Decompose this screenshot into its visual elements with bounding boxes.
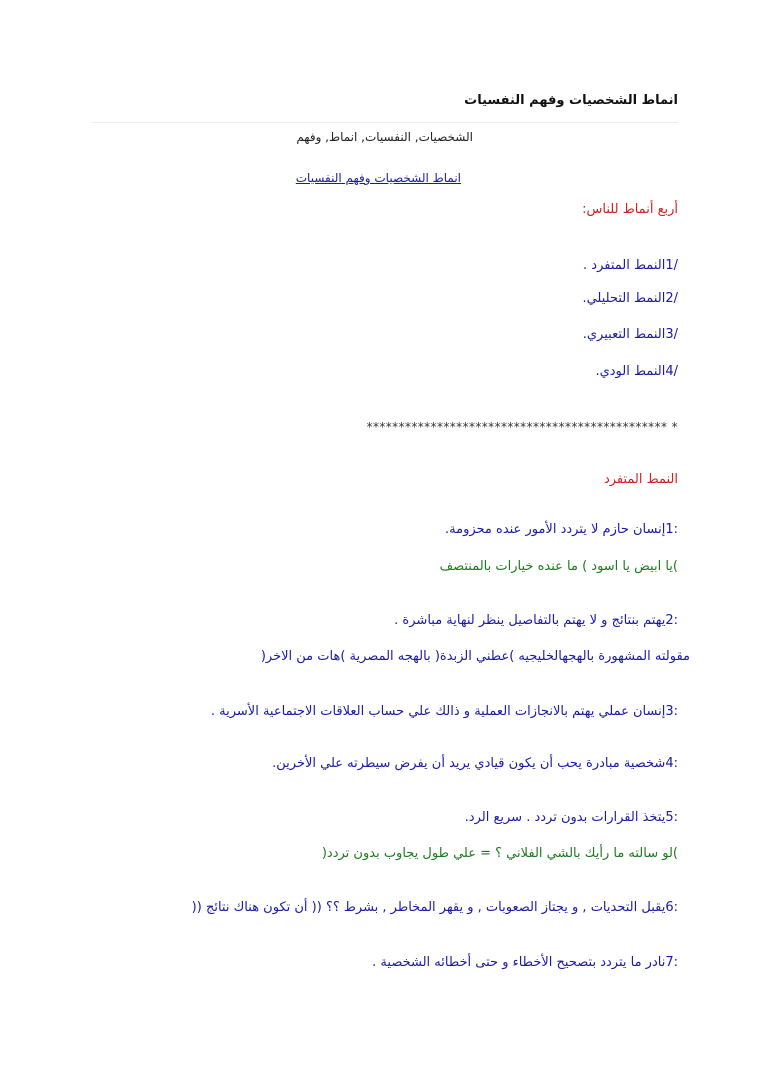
type-item-1: /1النمط المتفرد . [583, 258, 678, 273]
asterisk-separator: * *********************************************** [366, 420, 678, 434]
item-5: :5يتخذ القرارات بدون تردد . سريع الرد. [464, 810, 678, 825]
item-7: :7نادر ما يتردد بتصحيح الأخطاء و حتى أخطائه الشخصية . [372, 955, 678, 970]
item-1-note: )يا ابيض يا اسود ) ما عنده خيارات بالمنتصف [439, 559, 678, 574]
item-6: :6يقبل التحديات , و يجتاز الصعوبات , و يقهر المخاطر , بشرط ؟؟ (( أن تكون هناك نتائج (( [191, 900, 678, 915]
section-heading: النمط المتفرد [603, 472, 678, 487]
tags-line: الشخصيات, النفسيات, انماط, وفهم [296, 130, 473, 144]
item-5-note: )لو سالته ما رأيك بالشي الفلاني ؟ = علي طول يجاوب بدون تردد( [321, 846, 678, 861]
item-4: :4شخصية مبادرة يحب أن يكون قيادي يريد أن يفرض سيطرته علي الأخرين. [272, 756, 678, 771]
type-item-2: /2النمط التحليلي. [582, 291, 678, 306]
item-1: :1إنسان حازم لا يتردد الأمور عنده محزومة. [445, 522, 678, 537]
title-link[interactable]: انماط الشخصيات وفهم النفسيات [295, 171, 461, 185]
item-2-note: مقولته المشهورة بالهجهالخليجيه )عطني الزبدة( بالهجه المصرية )هات من الاخر( [260, 649, 690, 664]
item-2: :2يهتم بنتائج و لا يهتم بالتفاصيل ينظر لنهاية مباشرة . [394, 613, 678, 628]
document-title: انماط الشخصيات وفهم النفسيات [464, 93, 678, 108]
intro-heading: أربع أنماط للناس: [582, 202, 678, 217]
type-item-4: /4النمط الودي. [595, 364, 678, 379]
item-3: :3إنسان عملي يهتم بالانجازات العملية و ذالك علي حساب العلاقات الاجتماعية الأسرية . [210, 704, 678, 719]
type-item-3: /3النمط التعبيري. [582, 327, 678, 342]
title-divider [92, 122, 678, 123]
